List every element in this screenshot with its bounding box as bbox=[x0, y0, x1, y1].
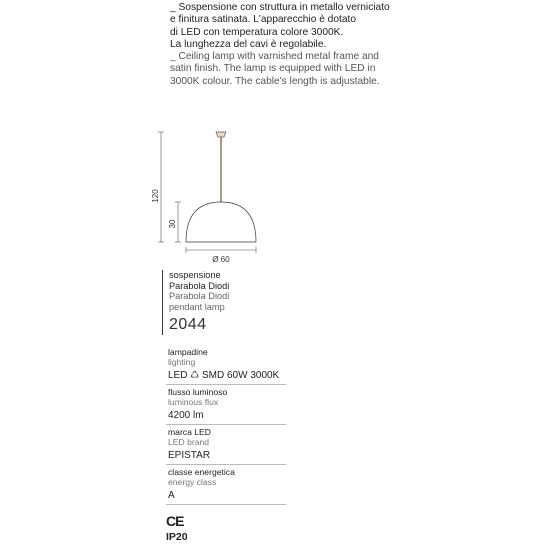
ip-rating: IP20 bbox=[166, 531, 188, 543]
spec-energy-label-it: classe energetica bbox=[168, 467, 235, 477]
spec-lighting-label-it: lampadine bbox=[168, 347, 208, 357]
technical-drawing bbox=[150, 128, 280, 268]
spec-flux-label-en: luminous flux bbox=[168, 397, 219, 407]
spec-energy-value: A bbox=[168, 490, 175, 501]
product-type-en: pendant lamp bbox=[169, 301, 225, 312]
divider bbox=[166, 504, 286, 505]
description-en-line-2: satin finish. The lamp is equipped with LED in bbox=[170, 63, 376, 75]
spec-lighting-label-en: lighting bbox=[168, 357, 196, 367]
description-it-line-1: _ Sospensione con struttura in metallo verniciato bbox=[170, 2, 390, 13]
spec-energy-label-en: energy class bbox=[168, 477, 217, 487]
spec-energy bbox=[168, 467, 348, 502]
spec-brand-label-it: marca LED bbox=[168, 427, 211, 437]
product-description bbox=[170, 2, 540, 88]
dome-shade bbox=[186, 202, 256, 242]
product-name-it: Parabola Diodi bbox=[169, 280, 230, 291]
spec-brand-value: EPISTAR bbox=[168, 450, 211, 461]
shade-height-dim-label: 30 bbox=[168, 219, 177, 229]
total-height-dim-label: 120 bbox=[151, 189, 160, 203]
spec-brand bbox=[168, 427, 348, 462]
spec-flux bbox=[168, 387, 348, 422]
product-name-en: Parabola Diodi bbox=[169, 291, 230, 302]
diameter-dim-label: Ø 60 bbox=[212, 255, 230, 264]
description-it-line-3: di LED con temperatura colore 3000K. bbox=[170, 26, 344, 38]
description-en-line-3: 3000K colour. The cable's length is adjustable. bbox=[170, 75, 380, 87]
divider bbox=[166, 384, 286, 385]
ceiling-canopy bbox=[216, 132, 226, 137]
description-it-line-2: e finitura satinata. L'apparecchio è dotato bbox=[170, 14, 357, 26]
product-name-block bbox=[162, 270, 362, 335]
product-info bbox=[162, 270, 362, 335]
spec-lighting bbox=[168, 347, 348, 382]
spec-flux-label-it: flusso luminoso bbox=[168, 387, 228, 397]
description-it-line-4: La lunghezza del cavi è regolabile. bbox=[170, 38, 327, 50]
certifications bbox=[166, 514, 188, 544]
product-type-it: sospensione bbox=[169, 270, 221, 280]
spec-flux-value: 4200 lm bbox=[168, 410, 204, 421]
spec-brand-label-en: LED brand bbox=[168, 437, 210, 447]
description-en-line-1: _ Ceiling lamp with varnished metal frame and bbox=[170, 51, 379, 63]
product-code: 2044 bbox=[169, 316, 207, 334]
divider bbox=[166, 464, 286, 465]
ce-mark: CE bbox=[166, 513, 184, 529]
spec-lighting-value: LED ♺ SMD 60W 3000K bbox=[168, 370, 280, 381]
divider bbox=[166, 424, 286, 425]
lamp-drawing-svg bbox=[150, 128, 280, 268]
